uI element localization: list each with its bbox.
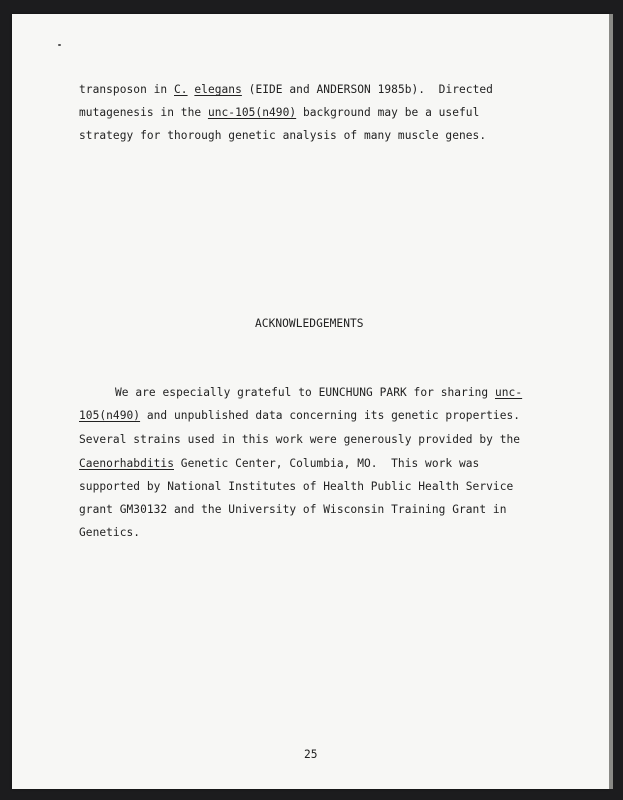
ack-line-7: Genetics. [79,526,141,539]
body-line-2 [79,106,479,119]
paper-edge [609,14,613,789]
ack-line-5: supported by National Institutes of Health Public Health Service [79,480,514,493]
species-name: elegans [194,83,242,96]
genus-name: Caenorhabditis [79,457,174,470]
allele-name: unc-105(n490) [207,106,297,119]
body-line-1 [79,83,493,96]
ack-line-4 [79,457,479,470]
allele-name-part: 105(n490) [79,409,141,422]
allele-name-part: unc- [494,386,523,399]
ack-line-6: grant GM30132 and the University of Wisconsin Training Grant in [79,503,507,516]
ack-line-1 [115,386,522,399]
text-run: Genetic Center, Columbia, MO. This work was [174,457,480,470]
page-number: 25 [304,748,318,761]
text-run: mutagenesis in the [79,106,208,119]
scan-speck [58,44,61,46]
text-run: and unpublished data concerning its genetic properties. [140,409,521,422]
text-run: transposon in [79,83,174,96]
text-run: (EIDE and ANDERSON 1985b). Directed [241,83,493,96]
genus-abbrev: C. [174,83,188,96]
body-line-3: strategy for thorough genetic analysis of many muscle genes. [79,129,487,142]
section-heading: ACKNOWLEDGEMENTS [255,317,364,330]
text-run: We are especially grateful to EUNCHUNG PARK for sharing [115,386,495,399]
text-run: background may be a useful [296,106,480,119]
ack-line-3: Several strains used in this work were generously provided by the [79,433,521,446]
ack-line-2 [79,409,520,422]
